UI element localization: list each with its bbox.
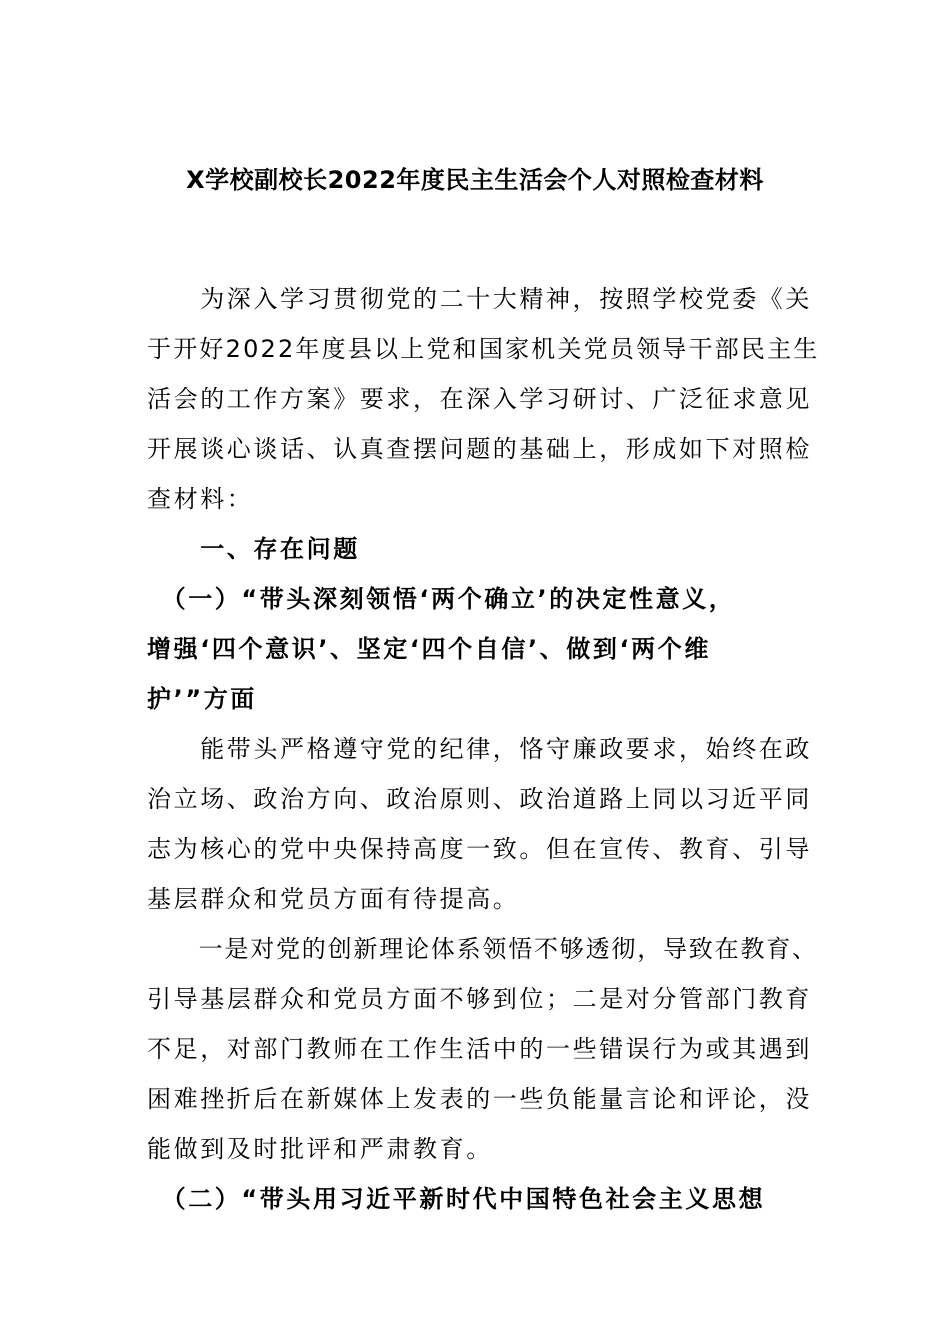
heading-line: （一）“带头深刻领悟‘两个确立’的决定性意义，	[147, 585, 736, 613]
paragraph-line: 引导基层群众和党员方面不够到位；二是对分管部门教育	[147, 985, 812, 1013]
paragraph-line: 治立场、政治方向、政治原则、政治道路上同以习近平同	[147, 785, 812, 813]
heading-line: 护’”方面	[147, 685, 257, 713]
paragraph-line: 为深入学习贯彻党的二十大精神，按照学校党委《关	[147, 285, 812, 313]
paragraph-line: 能做到及时批评和严肃教育。	[147, 1135, 493, 1163]
paragraph-line: 一是对党的创新理论体系领悟不够透彻，导致在教育、	[147, 935, 818, 963]
paragraph-line: 能带头严格遵守党的纪律，恪守廉政要求，始终在政	[147, 735, 812, 763]
paragraph-line: 志为核心的党中央保持高度一致。但在宣传、教育、引导	[147, 835, 812, 863]
document-body	[147, 274, 820, 1224]
heading-line: （二）“带头用习近平新时代中国特色社会主义思想	[147, 1185, 766, 1213]
paragraph-line: 活会的工作方案》要求，在深入学习研讨、广泛征求意见	[147, 385, 812, 413]
document-title: X学校副校长2022年度民主生活会个人对照检查材料	[186, 166, 764, 194]
paragraph-line: 不足，对部门教师在工作生活中的一些错误行为或其遇到	[147, 1035, 812, 1063]
paragraph-line: 困难挫折后在新媒体上发表的一些负能量言论和评论，没	[147, 1085, 812, 1113]
paragraph-line: 于开好2022年度县以上党和国家机关党员领导干部民主生	[147, 335, 820, 363]
heading-line: 一、存在问题	[147, 535, 360, 563]
paragraph-line: 查材料：	[147, 485, 254, 513]
paragraph-line: 开展谈心谈话、认真查摆问题的基础上，形成如下对照检	[147, 435, 812, 463]
paragraph-line: 基层群众和党员方面有待提高。	[147, 885, 520, 913]
heading-line: 增强‘四个意识’、坚定‘四个自信’、做到‘两个维	[147, 635, 711, 663]
